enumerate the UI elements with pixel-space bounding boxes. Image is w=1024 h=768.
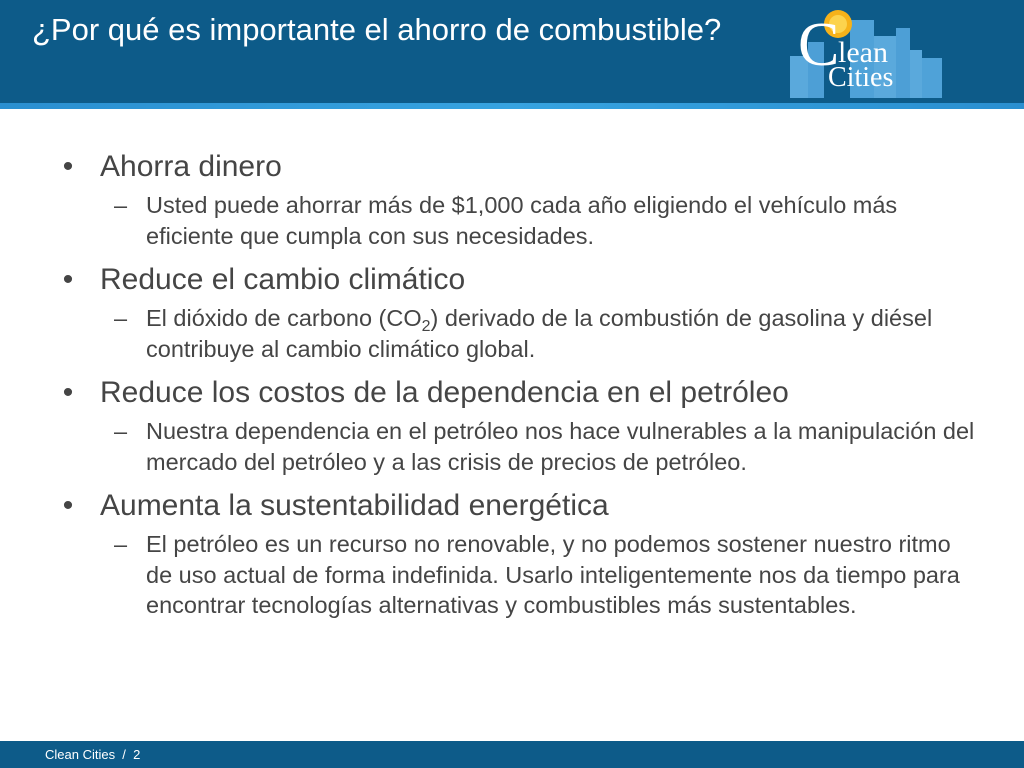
dash-marker: – bbox=[114, 305, 128, 331]
bullet-item bbox=[58, 263, 978, 297]
clean-cities-logo bbox=[786, 6, 946, 98]
logo-letter-c: C bbox=[798, 11, 840, 79]
footer-slide-number: Clean Cities / 2 bbox=[45, 747, 141, 762]
bullet-list bbox=[58, 150, 978, 633]
sub-bullet-text-part1: El dióxido de carbono (CO bbox=[146, 305, 422, 331]
sub-bullet-text: El petróleo es un recurso no renovable, y no podemos sostener nuestro ritmo de uso actual de forma indefinida. Usarlo inteligentemente nos da tiempo para encontrar tecnologías alternativas y combustibles más sustentables. bbox=[146, 531, 960, 618]
dash-marker: – bbox=[114, 531, 128, 557]
logo-word-cities: Cities bbox=[828, 62, 894, 93]
subscript-2: 2 bbox=[421, 318, 431, 335]
bullet-marker: • bbox=[62, 150, 74, 183]
bullet-marker: • bbox=[62, 376, 74, 409]
bullet-text: Aumenta la sustentabilidad energética bbox=[100, 489, 609, 522]
bullet-group-4 bbox=[58, 489, 978, 621]
bullet-text: Reduce el cambio climático bbox=[100, 263, 466, 296]
dash-marker: – bbox=[114, 192, 128, 218]
footer-bar bbox=[0, 741, 1024, 768]
bullet-group-3 bbox=[58, 376, 978, 477]
bullet-group-1 bbox=[58, 150, 978, 251]
bullet-item bbox=[58, 489, 978, 523]
bullet-text: Ahorra dinero bbox=[100, 150, 282, 183]
slide-title: ¿Por qué es importante el ahorro de combustible? bbox=[32, 12, 722, 47]
sub-bullet-text: Usted puede ahorrar más de $1,000 cada año eligiendo el vehículo más eficiente que cumpla con sus necesidades. bbox=[146, 192, 898, 249]
sub-bullet-text-part2: ) derivado de la combustión de gasolina y diésel contribuye al cambio climático global. bbox=[146, 305, 933, 362]
dash-marker: – bbox=[114, 418, 128, 444]
sub-bullet-item bbox=[114, 416, 978, 477]
header-bar bbox=[0, 0, 1024, 103]
bullet-item bbox=[58, 376, 978, 410]
bullet-text: Reduce los costos de la dependencia en el petróleo bbox=[100, 376, 789, 409]
sub-bullet-item bbox=[114, 190, 978, 251]
bullet-marker: • bbox=[62, 263, 74, 296]
bullet-item bbox=[58, 150, 978, 184]
header-accent-stripe bbox=[0, 103, 1024, 109]
bullet-group-2 bbox=[58, 263, 978, 364]
sub-bullet-text: Nuestra dependencia en el petróleo nos hace vulnerables a la manipulación del mercado del petróleo y a las crisis de precios de petróleo. bbox=[146, 418, 975, 475]
sub-bullet-item bbox=[114, 529, 978, 621]
bullet-marker: • bbox=[62, 489, 74, 522]
logo-word-lean: lean bbox=[838, 36, 888, 69]
sub-bullet-item bbox=[114, 303, 978, 364]
